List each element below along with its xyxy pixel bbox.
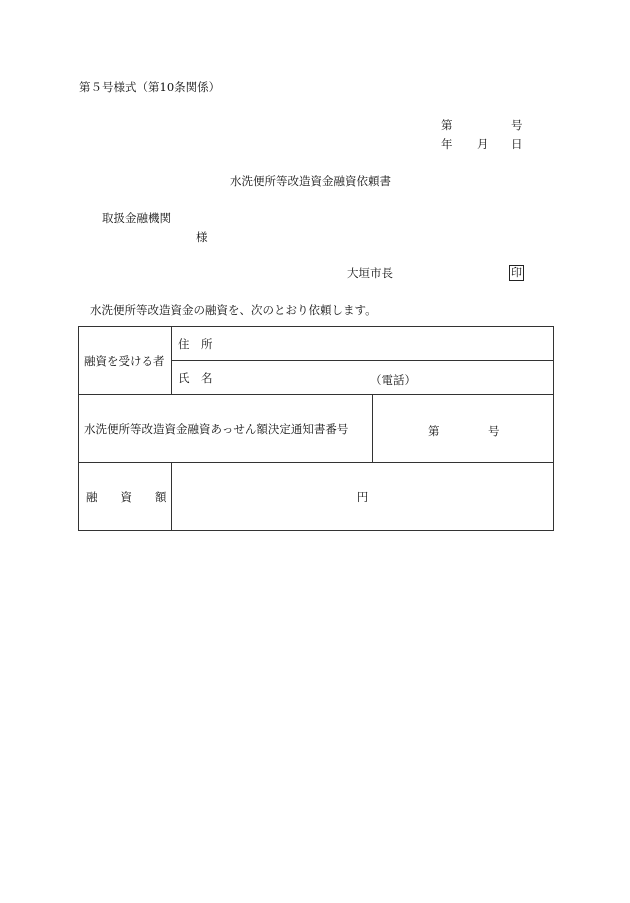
addressee-institution: 取扱金融機関	[102, 211, 171, 225]
notice-label-cell	[79, 395, 373, 463]
amount-label: 融 資 額	[86, 489, 167, 504]
notice-label: 水洗便所等改造資金融資あっせん額決定通知書番号	[84, 421, 349, 436]
seal-mark	[509, 265, 524, 281]
doc-number-suffix: 号	[511, 118, 523, 132]
name-cell[interactable]	[172, 361, 554, 395]
amount-label-cell	[79, 463, 172, 531]
address-label: 住 所	[178, 336, 213, 351]
document-title: 水洗便所等改造資金融資依頼書	[230, 174, 391, 188]
sender-name: 大垣市長	[347, 266, 393, 280]
address-row	[79, 327, 554, 361]
borrower-label-cell	[79, 327, 172, 395]
date-year: 年	[441, 137, 453, 151]
phone-label: （電話）	[370, 373, 416, 387]
seal-text: 印	[509, 265, 524, 281]
form-number: 第５号様式（第10条関係）	[79, 80, 221, 94]
addressee-honorific: 様	[196, 230, 208, 244]
address-cell[interactable]	[172, 327, 554, 361]
doc-number-prefix: 第	[441, 118, 453, 132]
amount-row	[79, 463, 554, 531]
date-day: 日	[511, 137, 523, 151]
loan-request-table	[78, 326, 554, 531]
body-text: 水洗便所等改造資金の融資を、次のとおり依頼します。	[90, 303, 377, 317]
date-month: 月	[477, 137, 489, 151]
name-label: 氏 名	[178, 370, 213, 385]
notice-row	[79, 395, 554, 463]
amount-cell[interactable]	[172, 463, 554, 531]
notice-prefix: 第	[428, 424, 440, 438]
notice-suffix: 号	[488, 424, 500, 438]
amount-unit: 円	[356, 489, 369, 504]
borrower-label: 融資を受ける者	[84, 353, 165, 368]
notice-number-cell[interactable]	[373, 395, 554, 463]
